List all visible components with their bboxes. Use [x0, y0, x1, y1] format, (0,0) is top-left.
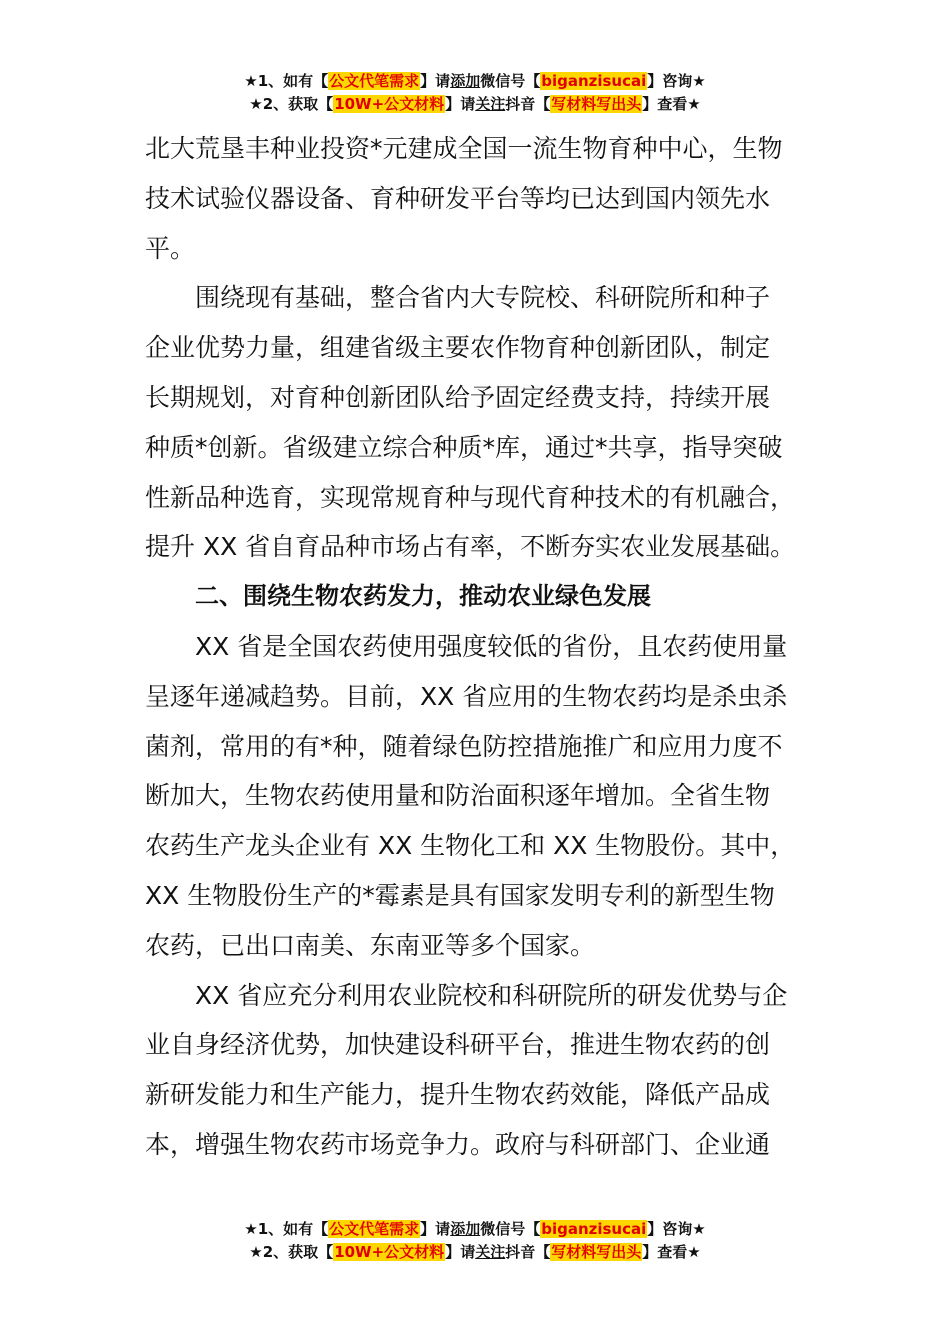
banner-wechat-id: biganzisucai — [541, 72, 647, 90]
banner-highlight: 公文代笔需求 — [329, 1220, 420, 1238]
banner-underline: 关注 — [475, 95, 506, 113]
body-line: 断加大，生物农药使用量和防治面积逐年增加。全省生物 — [145, 781, 771, 811]
banner-text: 微信号【 — [480, 1220, 541, 1238]
banner-text: 】查看★ — [642, 1243, 701, 1261]
banner-text: 】请 — [445, 95, 476, 113]
banner-text: 抖音【 — [505, 1243, 551, 1261]
body-line: 提升 XX 省自育品种市场占有率，不断夯实农业发展基础。 — [145, 532, 796, 562]
banner-text: ★1、如有【 — [244, 72, 329, 90]
document-body — [145, 124, 810, 1170]
banner-text: 】查看★ — [642, 95, 701, 113]
banner-text: ★1、如有【 — [244, 1220, 329, 1238]
banner-highlight: 10W+公文材料 — [334, 1243, 445, 1261]
banner-line-1 — [0, 70, 950, 93]
body-line: 北大荒垦丰种业投资*元建成全国一流生物育种中心，生物 — [145, 134, 783, 163]
body-line: 本，增强生物农药市场竞争力。政府与科研部门、企业通 — [145, 1129, 771, 1159]
banner-highlight: 10W+公文材料 — [334, 95, 445, 113]
body-line: 技术试验仪器设备、育种研发平台等均已达到国内领先水 — [145, 183, 771, 213]
body-line: XX 生物股份生产的*霉素是具有国家发明专利的新型生物 — [145, 880, 775, 910]
body-line: XX 省应充分利用农业院校和科研院所的研发优势与企 — [195, 980, 788, 1010]
body-line: XX 省是全国农药使用强度较低的省份，且农药使用量 — [195, 631, 788, 661]
banner-line-2 — [0, 1241, 950, 1264]
banner-line-1 — [0, 1218, 950, 1241]
banner-text: 】请 — [445, 1243, 476, 1261]
section-heading: 二、围绕生物农药发力，推动农业绿色发展 — [195, 582, 651, 611]
body-line: 种质*创新。省级建立综合种质*库，通过*共享，指导突破 — [145, 432, 783, 462]
banner-line-2 — [0, 93, 950, 116]
banner-douyin-id: 写材料写出头 — [551, 1243, 642, 1261]
body-line: 围绕现有基础，整合省内大专院校、科研院所和种子 — [195, 283, 771, 313]
body-line: 长期规划，对育种创新团队给予固定经费支持，持续开展 — [145, 382, 771, 412]
body-line: 性新品种选育，实现常规育种与现代育种技术的有机融合， — [145, 482, 796, 512]
header-banner — [0, 70, 950, 116]
body-line: 企业优势力量，组建省级主要农作物育种创新团队，制定 — [145, 333, 771, 363]
banner-douyin-id: 写材料写出头 — [551, 95, 642, 113]
banner-underline: 添加 — [450, 1220, 481, 1238]
body-line: 农药，已出口南美、东南亚等多个国家。 — [145, 930, 596, 960]
banner-text: 抖音【 — [505, 95, 551, 113]
banner-text: 】咨询★ — [647, 72, 706, 90]
body-line: 菌剂，常用的有*种，随着绿色防控措施推广和应用力度不 — [145, 731, 783, 761]
banner-text: 】咨询★ — [647, 1220, 706, 1238]
banner-text: 】请 — [420, 72, 451, 90]
body-line: 业自身经济优势，加快建设科研平台，推进生物农药的创 — [145, 1030, 771, 1060]
banner-text: ★2、获取【 — [249, 95, 334, 113]
footer-banner — [0, 1218, 950, 1264]
banner-underline: 关注 — [475, 1243, 506, 1261]
body-line: 呈逐年递减趋势。目前，XX 省应用的生物农药均是杀虫杀 — [145, 681, 788, 711]
banner-text: ★2、获取【 — [249, 1243, 334, 1261]
banner-text: 】请 — [420, 1220, 451, 1238]
banner-underline: 添加 — [450, 72, 481, 90]
body-line: 平。 — [145, 233, 196, 263]
banner-text: 微信号【 — [480, 72, 541, 90]
body-line: 农药生产龙头企业有 XX 生物化工和 XX 生物股份。其中， — [145, 831, 796, 861]
body-line: 新研发能力和生产能力，提升生物农药效能，降低产品成 — [145, 1080, 771, 1110]
banner-highlight: 公文代笔需求 — [329, 72, 420, 90]
banner-wechat-id: biganzisucai — [541, 1220, 647, 1238]
